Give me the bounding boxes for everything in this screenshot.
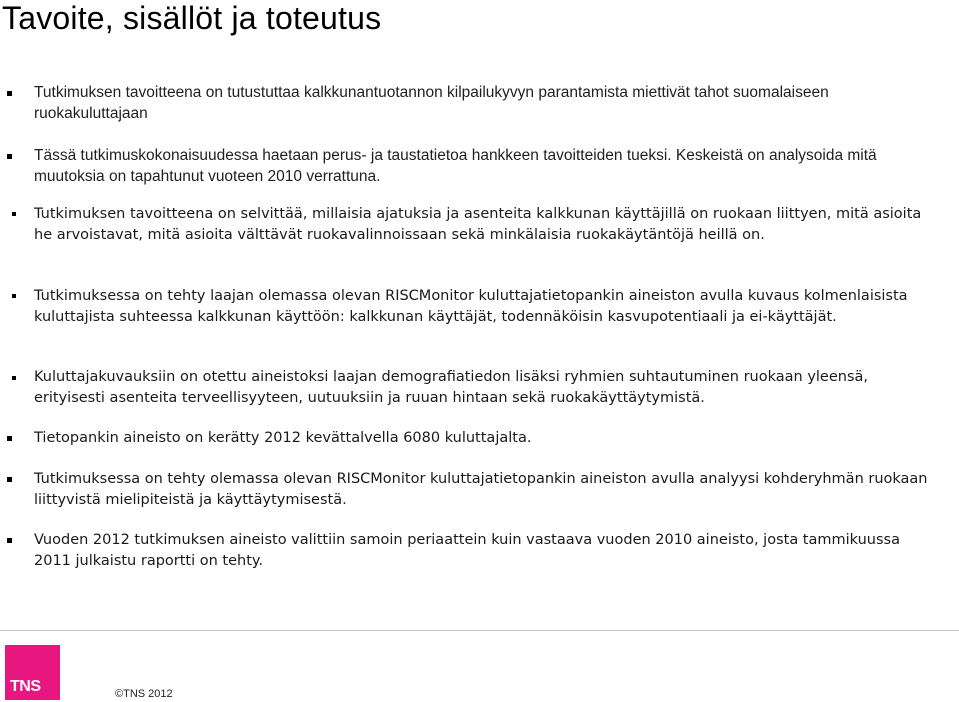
bullet-square-icon: [12, 294, 16, 298]
bullet-square-icon: [7, 538, 12, 543]
page-title: Tavoite, sisällöt ja toteutus: [2, 0, 382, 36]
bullet-square-icon: [7, 91, 12, 96]
bullet-text: Tutkimuksessa on tehty laajan olemassa olevan RISCMonitor kuluttajatietopankin aineiston avulla kuvaus kolmenlaisista kuluttajista suhteessa kalkkunan käyttöön: kalkkunan käyttäjät, todennäköisin kasvupotentiaali ja ei-käyttäjät.: [34, 288, 908, 325]
bullet-text: Tietopankin aineisto on kerätty 2012 kevättalvella 6080 kuluttajalta.: [34, 430, 532, 446]
bullet-text: Tutkimuksen tavoitteena on selvittää, millaisia ajatuksia ja asenteita kalkkunan käyttäjillä on ruokaan liittyen, mitä asioita he arvoistavat, mitä asioita välttävät ruokavalinnoissaan sekä minkälaisia ruokakäytäntöjä heillä on.: [34, 206, 922, 243]
bullet-text: Kuluttajakuvauksiin on otettu aineistoksi laajan demografiatiedon lisäksi ryhmien suhtautuminen ruokaan yleensä, erityisesti asenteita terveellisyyteen, uutuuksiin ja ruuan hintaan sekä ruokakäyttäytymistä.: [34, 369, 869, 406]
bullet-square-icon: [12, 212, 16, 216]
bullet-square-icon: [7, 154, 12, 159]
bullet-text: Vuoden 2012 tutkimuksen aineisto valittiin samoin periaattein kuin vastaava vuoden 2010 aineisto, josta tammikuussa 2011 julkaistu raportti on tehty.: [34, 532, 900, 569]
copyright-text: ©TNS 2012: [115, 688, 173, 700]
logo-text: TNS: [10, 678, 41, 695]
bullet-text: Tutkimuksen tavoitteena on tutustuttaa kalkkunantuotannon kilpailukyvyn parantamista miettivät tahot suomalaiseen ruokakuluttajaan: [34, 84, 829, 122]
bullet-square-icon: [7, 436, 12, 441]
tns-logo: [5, 645, 60, 700]
bullet-text: Tutkimuksessa on tehty olemassa olevan RISCMonitor kuluttajatietopankin aineiston avulla analyysi kohderyhmän ruokaan liittyvistä mielipiteistä ja käyttäytymisestä.: [34, 471, 928, 508]
bullet-square-icon: [12, 376, 16, 380]
bullet-square-icon: [7, 477, 12, 482]
bullet-text: Tässä tutkimuskokonaisuudessa haetaan perus- ja taustatietoa hankkeen tavoitteiden tueksi. Keskeistä on analysoida mitä muutoksia on tapahtunut vuoteen 2010 verrattuna.: [34, 147, 877, 185]
footer-divider: [0, 630, 959, 631]
